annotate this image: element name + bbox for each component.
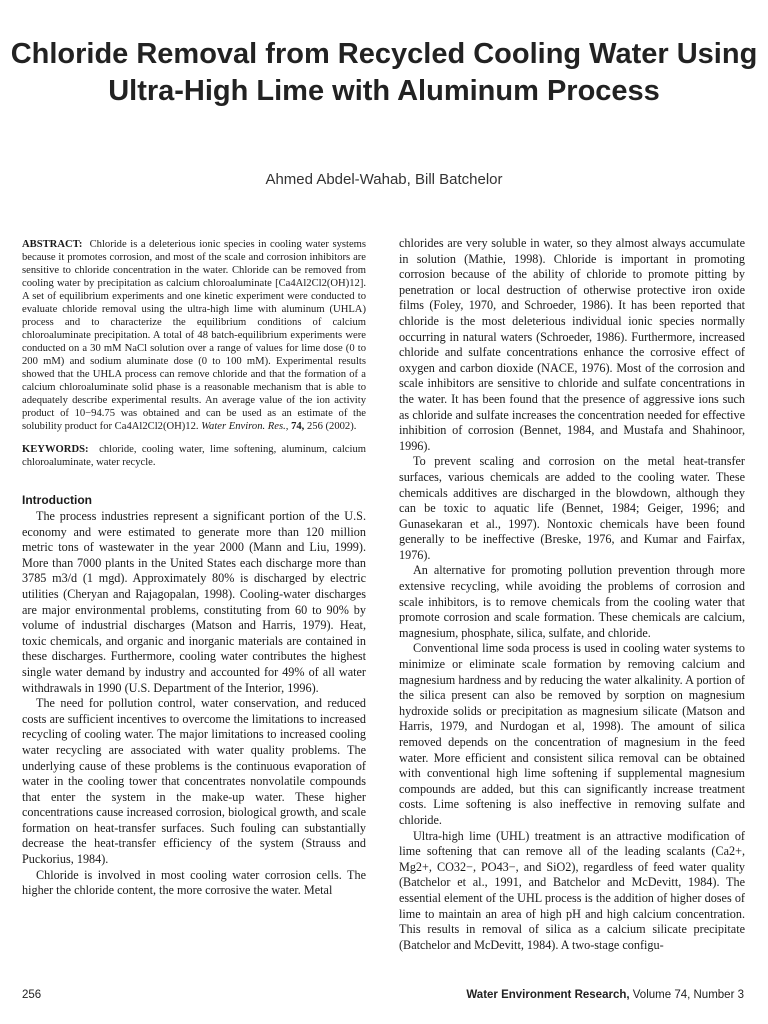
intro-paragraph: The need for pollution control, water conservation, and reduced costs are sufficient incentives to overcome the limitations to increased recycling of cooling water. The major limitations to increased cooling water recycling are associated with water quality problems. The underlying cause of these problems is the continuous evaporation of water in the cooling tower that concentrates nonvolatile compounds that enter the system in the make-up water. These higher concentrations cause increased corrosion, biological growth, and scale formation on heat-transfer surfaces. Such fouling can substantially decrease the heat-transfer efficiency of the system (Strauss and Puckorius, 1984). <box>22 696 366 867</box>
abstract-citation-pages: 256 (2002). <box>306 421 357 432</box>
abstract-citation-journal: Water Environ. Res., <box>201 421 289 432</box>
intro-paragraph: Chloride is involved in most cooling water corrosion cells. The higher the chloride content, the more corrosive the water. Metal <box>22 867 366 898</box>
body-paragraph: To prevent scaling and corrosion on the metal heat-transfer surfaces, various chemicals are added to the cooling water. These chemicals additives are discharged in the blowdown, although they can be toxic to aquatic life (Bennet, 1984; Geiger, 1996; and Gunasekaran et al., 1997). Nontoxic chemicals have been found generally to be ineffective (Breske, 1976, and Kumar and Fairfax, 1976). <box>399 454 745 562</box>
abstract-label: ABSTRACT: <box>22 239 83 250</box>
page-number: 256 <box>22 989 42 1001</box>
paper-title: Chloride Removal from Recycled Cooling Water Using Ultra-High Lime with Aluminum Process <box>10 38 758 107</box>
abstract <box>22 238 366 433</box>
journal-issue: Volume 74, Number 3 <box>632 989 744 1001</box>
author-list: Ahmed Abdel-Wahab, Bill Batchelor <box>265 171 503 188</box>
keywords-label: KEYWORDS: <box>22 444 89 455</box>
journal-footer <box>466 989 744 1001</box>
body-paragraph: An alternative for promoting pollution prevention through more extensive recycling, while avoiding the problems of corrosion and scale inhibitors, is to remove chemicals from the cooling water that promote corrosion and scale formation. These chemicals are calcium, magnesium, phosphate, silica, sulfate, and chloride. <box>399 563 745 640</box>
body-paragraph: Ultra-high lime (UHL) treatment is an attractive modification of lime softening that can remove all of the leading scalants (Ca2+, Mg2+, CO32−, PO43−, and SiO2), regardless of feed water quality (Batchelor et al., 1991, and Batchelor and McDevitt, 1984). The essential element of the UHL process is the addition of higher doses of lime to maintain an area of high pH and high calcium concentration. This results in removal of silica as a calcium silicate precipitate (Batchelor and McDevitt, 1984). A two-stage configu- <box>399 828 745 952</box>
abstract-citation-volume: 74, <box>291 421 305 432</box>
intro-heading: Introduction <box>22 493 92 507</box>
body-paragraph: Conventional lime soda process is used in cooling water systems to minimize or eliminate scale formation by removing calcium and magnesium hardness and by reducing the water alkalinity. A portion of the silica present can also be removed by sorption on magnesium hydroxide solids or precipitation as magnesium silicate (Matson and Harris, 1979, and Nurdogan et al, 1998). The amount of silica removed depends on the concentration of magnesium in the feed water. More efficient and consistent silica removal can be obtained with conventional high lime softening if supplemental magnesium compounds are added, but this can significantly increase treatment costs. Lime softening is also ineffective in removing sulfate and chloride. <box>399 641 745 827</box>
abstract-text: Chloride is a deleterious ionic species in cooling water systems because it promotes corrosion, and most of the scale and corrosion inhibitors are sensitive to chloride concentration in the water. Chloride can be removed from cooling water by precipitation as calcium chloroaluminate [Ca4Al2Cl2(OH)12]. A set of equilibrium experiments and one kinetic experiment were conducted to evaluate chloride removal using the ultra-high lime with aluminum (UHLA) process and to characterize the equilibrium conditions of calcium chloroaluminate precipitation. A total of 48 batch-equilibrium experiments were conducted on a 30 mM NaCl solution over a range of values for lime dose (0 to 200 mM) and sodium aluminate dose (0 to 100 mM). Experimental results showed that the UHLA process can remove chloride and that the formation of a calcium chloroaluminate solid phase is a reasonable mechanism that is able to adequately describe experimental results. An average value of the ion activity product of 10−94.75 was obtained and can be used as an estimate of the solubility product for Ca4Al2Cl2(OH)12. <box>22 239 367 432</box>
right-column <box>399 236 745 953</box>
left-column <box>22 238 366 899</box>
keywords <box>22 443 366 469</box>
body-paragraph: chlorides are very soluble in water, so they almost always accumulate in solution (Mathie, 1998). Chloride is important in promoting corrosion because of the ability of chloride to promote pitting by penetration or local destruction of otherwise protective iron oxide films (Foley, 1970, and Schroeder, 1986). It has been reported that chloride is the most deleterious individual ionic species normally occurring in natural waters (Schroeder, 1986). Furthermore, increased chloride and sulfate concentrations enhance the corrosive effect of oxygen and carbon dioxide (NACE, 1976). Most of the corrosion and scale inhibitors are sensitive to chloride and sulfate concentrations in the water. It has been found that the presence of aggressive ions such as chloride and sulfate increases the concentration needed for effective inhibition of corrosion (Bennet, 1984, and Mustafa and Shahinoor, 1996). <box>399 236 745 453</box>
journal-name: Water Environment Research, <box>466 989 630 1001</box>
keywords-text: chloride, cooling water, lime softening, aluminum, calcium chloroaluminate, water recycle. <box>22 444 366 468</box>
intro-body <box>22 509 366 899</box>
intro-paragraph: The process industries represent a significant portion of the U.S. economy and were estimated to generate more than 120 million metric tons of wastewater in the year 2000 (Mann and Liu, 1999). More than 7000 plants in the United States each discharge more than 3785 m3/d (1 mgd). Approximately 80% is discharged by electric utilities (Cheryan and Rajagopalan, 1998). Cooling-water discharges are major environmental problems, constituting from 60 to 90% by volume of industrial discharges (Matson and Harris, 1979). Heat, toxic chemicals, and organic and inorganic materials are contained in these discharges. Furthermore, cooling water contributes the highest single water demand by industry and accounted for 49% of all water withdrawals in 1990 (U.S. Department of the Interior, 1996). <box>22 509 366 695</box>
